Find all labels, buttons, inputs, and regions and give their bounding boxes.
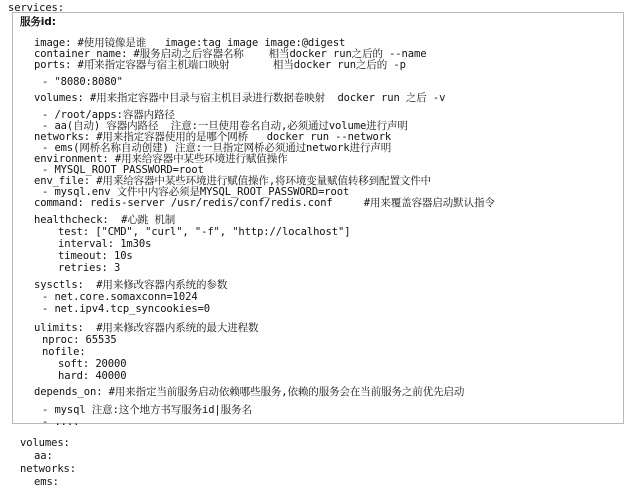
line-ulimits: ulimits: #用来修改容器内系统的最大进程数	[34, 322, 259, 334]
line-mysql-root-password: - MYSQL_ROOT_PASSWORD=root	[42, 164, 204, 176]
line-depends-mysql: - mysql 注意:这个地方书写服务id|服务名	[42, 404, 252, 416]
line-top-volumes: volumes:	[20, 437, 70, 449]
line-top-network-ems: ems:	[34, 476, 59, 488]
line-environment: environment: #用来给容器中某些环境进行赋值操作	[34, 153, 288, 165]
line-ulimit-hard: hard: 40000	[58, 370, 127, 382]
line-network-ems: - ems(网桥名称自动创建) 注意:一旦指定网桥必须通过network进行声明	[42, 142, 392, 154]
line-image: image: #使用镜像是谁 image:tag image image:@digest	[34, 37, 346, 49]
line-services: services:	[8, 2, 64, 14]
line-top-networks: networks:	[20, 463, 76, 475]
line-ulimit-nproc: nproc: 65535	[42, 334, 117, 346]
line-ulimit-soft: soft: 20000	[58, 358, 127, 370]
line-sysctl-somaxconn: - net.core.somaxconn=1024	[42, 291, 198, 303]
line-mysql-env: - mysql.env 文件中内容必须是MYSQL_ROOT_PASSWORD=root	[42, 186, 350, 198]
line-health-timeout: timeout: 10s	[58, 250, 133, 262]
line-env-file: env_file: #用来给容器中某些环境进行赋值操作,将环境变量赋值转移到配置文件中	[34, 175, 432, 187]
line-ulimit-nofile: nofile:	[42, 346, 86, 358]
line-networks: networks: #用来指定容器使用的是哪个网桥 docker run --network	[34, 131, 392, 143]
line-sysctl-tcp-syncookies: - net.ipv4.tcp_syncookies=0	[42, 303, 210, 315]
line-volumes: volumes: #用来指定容器中目录与宿主机目录进行数据卷映射 docker run 之后 -v	[34, 92, 446, 104]
line-sysctls: sysctls: #用来修改容器内系统的参数	[34, 279, 228, 291]
line-command: command: redis-server /usr/redis/conf/redis.conf #用来覆盖容器启动默认指令	[34, 197, 495, 209]
line-top-volume-aa: aa:	[34, 450, 53, 462]
line-depends-more: - ....	[42, 416, 80, 428]
line-volume-root-apps: - /root/apps:容器内路径	[42, 109, 175, 121]
line-volume-aa: - aa(自动) 容器内路径 注意:一旦使用卷名自动,必须通过volume进行声明	[42, 120, 408, 132]
line-healthcheck: healthcheck: #心跳 机制	[34, 214, 176, 226]
line-health-interval: interval: 1m30s	[58, 238, 152, 250]
line-health-retries: retries: 3	[58, 262, 121, 274]
line-service-id: 服务id:	[20, 16, 56, 28]
line-depends-on: depends_on: #用来指定当前服务启动依赖哪些服务,依赖的服务会在当前服务之前优先启动	[34, 386, 465, 398]
line-container-name: container_name: #服务启动之后容器名称 相当docker run之后的 --name	[34, 48, 427, 60]
line-port-mapping: - "8080:8080"	[42, 76, 123, 88]
line-health-test: test: ["CMD", "curl", "-f", "http://localhost"]	[58, 226, 351, 238]
line-ports: ports: #用来指定容器与宿主机端口映射 相当docker run之后的 -p	[34, 59, 406, 71]
